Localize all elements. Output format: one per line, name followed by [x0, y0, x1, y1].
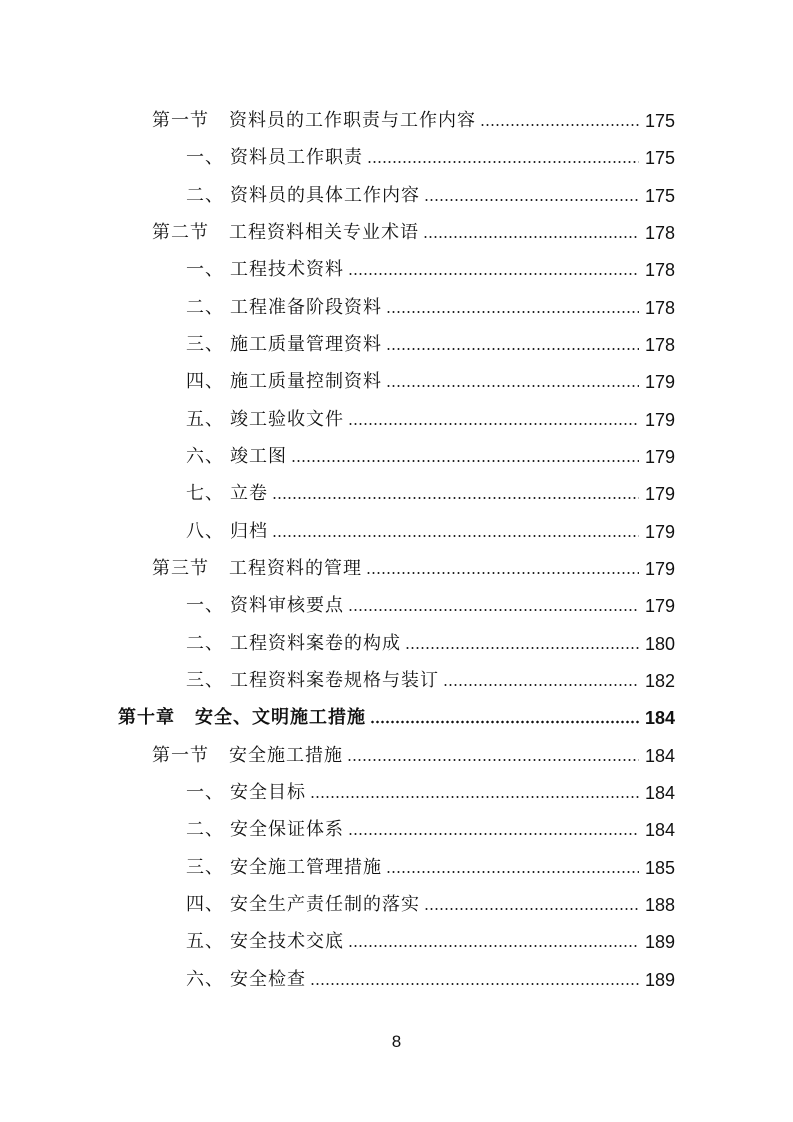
toc-label: 八、 [186, 521, 224, 542]
toc-title: 施工质量管理资料 [230, 334, 382, 355]
toc-title: 施工质量控制资料 [230, 371, 382, 392]
toc-page-number: 178 [644, 298, 675, 318]
toc-entry-item[interactable] [186, 330, 675, 356]
toc-entry-item[interactable] [186, 442, 675, 468]
toc-title: 安全生产责任制的落实 [230, 894, 420, 915]
toc-title: 工程资料的管理 [229, 558, 362, 579]
toc-label: 第二节 [152, 222, 209, 243]
toc-page-number: 184 [644, 708, 675, 728]
toc-entry-item[interactable] [186, 853, 675, 879]
toc-entry-chapter[interactable] [118, 703, 675, 729]
dot-leader [348, 272, 639, 276]
toc-title: 工程资料案卷规格与装订 [230, 670, 439, 691]
toc-label: 二、 [186, 633, 224, 654]
toc-title: 工程资料相关专业术语 [229, 222, 419, 243]
toc-label: 四、 [186, 894, 224, 915]
dot-leader [348, 608, 639, 612]
toc-title: 安全技术交底 [230, 931, 344, 952]
toc-entry-item[interactable] [186, 181, 675, 207]
toc-label: 二、 [186, 819, 224, 840]
toc-entry-item[interactable] [186, 479, 675, 505]
toc-entry-item[interactable] [186, 890, 675, 916]
toc-page-number: 175 [644, 148, 675, 168]
dot-leader [424, 907, 639, 911]
page-number: 8 [391, 1032, 402, 1051]
toc-page-number: 185 [644, 858, 675, 878]
toc-page-number: 179 [644, 410, 675, 430]
toc-label: 第一节 [152, 110, 209, 131]
dot-leader [405, 646, 639, 650]
toc-title: 资料审核要点 [230, 595, 344, 616]
toc-label: 四、 [186, 371, 224, 392]
toc-entry-item[interactable] [186, 143, 675, 169]
dot-leader [370, 720, 639, 724]
toc-label: 七、 [186, 483, 224, 504]
toc-page-number: 179 [644, 372, 675, 392]
toc-page-number: 184 [644, 820, 675, 840]
dot-leader [443, 683, 639, 687]
dot-leader [366, 571, 639, 575]
toc-entry-item[interactable] [186, 591, 675, 617]
toc-page-number: 184 [644, 746, 675, 766]
dot-leader [386, 384, 639, 388]
toc-title: 竣工验收文件 [230, 409, 344, 430]
toc-page-number: 178 [644, 335, 675, 355]
toc-page-number: 175 [644, 111, 675, 131]
toc-title: 安全检查 [230, 969, 306, 990]
toc-entry-item[interactable] [186, 965, 675, 991]
toc-label: 第十章 [118, 707, 175, 728]
toc-page-number: 178 [644, 260, 675, 280]
toc-page-number: 179 [644, 484, 675, 504]
toc-title: 安全保证体系 [230, 819, 344, 840]
dot-leader [348, 422, 639, 426]
toc-entry-item[interactable] [186, 815, 675, 841]
dot-leader [291, 459, 639, 463]
toc-title: 安全施工管理措施 [230, 857, 382, 878]
toc-label: 一、 [186, 782, 224, 803]
toc-title: 安全施工措施 [229, 745, 343, 766]
toc-page-number: 189 [644, 932, 675, 952]
toc-entry-item[interactable] [186, 629, 675, 655]
toc-entry-item[interactable] [186, 255, 675, 281]
toc-label: 一、 [186, 259, 224, 280]
toc-entry-item[interactable] [186, 367, 675, 393]
toc-title: 工程资料案卷的构成 [230, 633, 401, 654]
dot-leader [272, 534, 639, 538]
toc-page-number: 179 [644, 596, 675, 616]
toc-page-number: 179 [644, 447, 675, 467]
toc-label: 一、 [186, 147, 224, 168]
toc-label: 三、 [186, 857, 224, 878]
toc-page-number: 188 [644, 895, 675, 915]
toc-title: 资料员的具体工作内容 [230, 185, 420, 206]
dot-leader [386, 310, 639, 314]
toc-entry-section[interactable] [152, 741, 675, 767]
dot-leader [386, 870, 639, 874]
toc-label: 二、 [186, 297, 224, 318]
toc-entry-item[interactable] [186, 517, 675, 543]
toc-entry-item[interactable] [186, 666, 675, 692]
toc-title: 安全目标 [230, 782, 306, 803]
toc-page-number: 184 [644, 783, 675, 803]
toc-page-number: 179 [644, 522, 675, 542]
toc-page-number: 179 [644, 559, 675, 579]
toc-label: 第三节 [152, 558, 209, 579]
dot-leader [348, 944, 639, 948]
dot-leader [386, 347, 639, 351]
toc-label: 五、 [186, 931, 224, 952]
toc-label: 二、 [186, 185, 224, 206]
dot-leader [424, 198, 639, 202]
dot-leader [367, 160, 639, 164]
toc-entry-section[interactable] [152, 218, 675, 244]
toc-page-number: 180 [644, 634, 675, 654]
toc-label: 第一节 [152, 745, 209, 766]
dot-leader [480, 123, 639, 127]
toc-entry-item[interactable] [186, 293, 675, 319]
toc-page-number: 178 [644, 223, 675, 243]
toc-page-number: 175 [644, 186, 675, 206]
dot-leader [347, 758, 639, 762]
toc-label: 六、 [186, 969, 224, 990]
toc-entry-section[interactable] [152, 106, 675, 132]
toc-title: 归档 [230, 521, 268, 542]
dot-leader [423, 235, 639, 239]
toc-page-number: 189 [644, 970, 675, 990]
toc-label: 三、 [186, 670, 224, 691]
toc-title: 竣工图 [230, 446, 287, 467]
toc-page-number: 182 [644, 671, 675, 691]
toc-title: 工程技术资料 [230, 259, 344, 280]
toc-entry-item[interactable] [186, 778, 675, 804]
toc-title: 工程准备阶段资料 [230, 297, 382, 318]
dot-leader [310, 982, 639, 986]
dot-leader [272, 496, 639, 500]
toc-title: 资料员的工作职责与工作内容 [229, 110, 476, 131]
toc-entry-section[interactable] [152, 554, 675, 580]
toc-title: 资料员工作职责 [230, 147, 363, 168]
toc-title: 立卷 [230, 483, 268, 504]
toc-label: 一、 [186, 595, 224, 616]
dot-leader [310, 795, 639, 799]
toc-entry-item[interactable] [186, 927, 675, 953]
toc-label: 五、 [186, 409, 224, 430]
toc-title: 安全、文明施工措施 [195, 707, 366, 728]
dot-leader [348, 832, 639, 836]
toc-label: 三、 [186, 334, 224, 355]
toc-label: 六、 [186, 446, 224, 467]
toc-entry-item[interactable] [186, 405, 675, 431]
